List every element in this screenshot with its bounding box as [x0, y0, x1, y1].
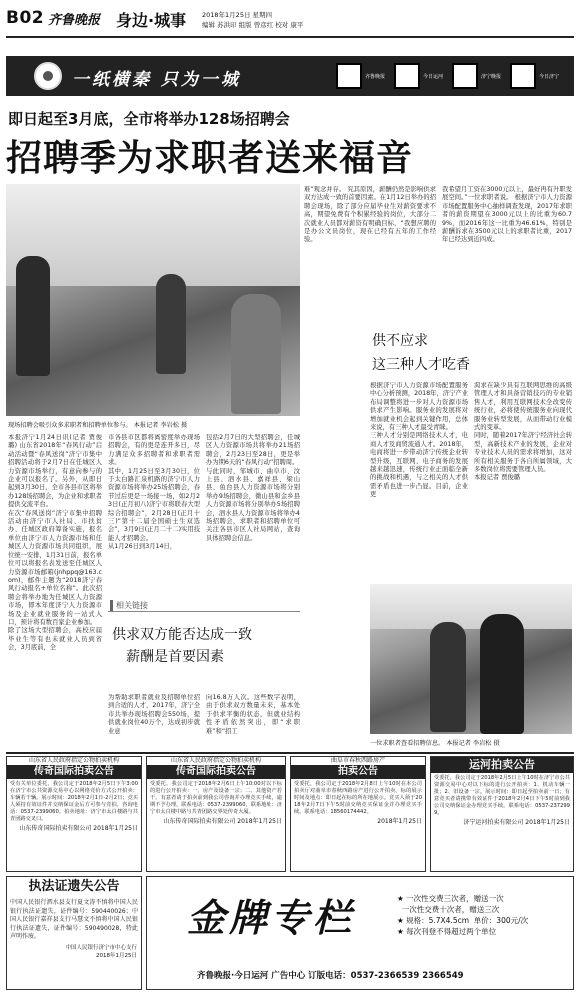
ad2-title: 传奇国际拍卖公告 [147, 765, 285, 779]
article2-col-b: 渴求在缺少具有互联网思维的高级管理人才和具备营销技巧的专业销售人才，利用互联网技术全改变传统行业，必将使传统服务业向现代服务业转型发展，从而带动行业模式的变革。 同时，随着2017年济宁经济社会转型，高新技术产业的发展，企业对专业技术人员的需求将增加，这对所有相关服务于各自所属领域，大多数岗位将需要管理人员。 本报记者 贾俊璐 [474, 382, 572, 482]
golden-offer-line: ★ 一次性交费三次者，赠送一次 [397, 894, 504, 903]
headline-main: 招聘季为求职者送来福音 [6, 138, 414, 179]
lost-certificate-notice [6, 876, 142, 990]
article-col-5: 我希望月工资在3000元以上，最好再有升职发展空间。”一位求职者说。 根据济宁市人力资源市场配置服务中心抽样调查发现，2017年求职者的薪资期望在3000元以上的比重为60.79%，而2016年这一比重为46.61%，特别是薪酬诉求在3500元以上的求职者比重，2017年已经达到近四成。 [442, 186, 572, 244]
qr-code-icon[interactable] [452, 63, 478, 89]
notice-footer: 中国人民银行济宁市中心支行 2018年1月25日 [65, 944, 137, 959]
qr-label: 今日济宁 [539, 74, 560, 80]
qr-label: 济宁晚报 [481, 74, 502, 80]
ad3-title: 拍卖公告 [291, 765, 425, 779]
masthead [0, 0, 580, 40]
editors-line: 编辑 苏洪印 组版 曾彦红 校对 康平 [202, 21, 304, 29]
ad3-footer: 2018年1月25日 [377, 818, 422, 825]
golden-offer-line: ★ 规格：5.7X4.5cm 单价：300元/次 [397, 916, 529, 925]
ads-top-rule [6, 752, 574, 754]
notice-title: 执法证遗失公告 [28, 879, 120, 894]
article-col-3: 包括2月7日的大型招聘会，任城区人力资源市场共将举办21场招聘会，2月23日至28日，更是举办为期6天的“春风行动”招聘周。 与此同时，邹城市、曲阜市、汶上县、泗水县、嘉祥县、梁山县、鱼台县人力资源市场将分别举办9场招聘会，微山县和金乡县人力资源市场将分别举办5场招聘会，泗水县人力资源市场将举办4场招聘会，求职者和招聘单位可关注各县市区人社局网站，查询具体招聘会信息。 [206, 434, 300, 542]
article-col-4: 难”观念并存。 究其原因，薪酬仍然是影响供求双方达成一致的首要因素。在1月12日举办的招聘会现场，除了部分应届毕业生对薪资要求不高，期望免费有个积累经验的岗位，大部分二次就业人员都对薪资有明确目标，“我想应聘的是办公文员岗位，现在已经有五年的工作经验。 [304, 186, 436, 244]
qr-code-icon[interactable] [510, 63, 536, 89]
job-seeker-photo [370, 584, 572, 734]
paper-logo: 齐鲁晚报 [48, 13, 101, 28]
page-number: B02 [6, 8, 45, 28]
qr-code-icon[interactable] [394, 63, 420, 89]
subhead-2-line2: 薪酬是首要因素 [126, 649, 224, 665]
ad1-title: 传奇国际拍卖公告 [7, 765, 141, 779]
ad1-footer: 山东传奇国际拍卖有限公司 2018年1月25日 [19, 825, 138, 832]
ad4-title: 运河拍卖公告 [431, 757, 573, 773]
ad3-org: 曲阜市春秋西路房产 [330, 757, 385, 764]
golden-column-title: 金牌专栏 [187, 895, 356, 940]
banner-slogan: 一纸横秦 只为一城 [72, 70, 241, 90]
ad4-body: 受委托，我公司定于2018年2月5日上午10时在济宁市公共资源交易中心对以下标的进行公开拍卖：1、机动车辆一批；2、旧设备一宗。展示时间：即日起至拍卖前一日；有意竞买者请携带有效证件于2018年2月4日下午5时前到我公司交纳保证金办理竞买手续。联系电话：0537-2372999。 [434, 775, 570, 816]
subhead-1-line1: 供不应求 [372, 333, 428, 349]
golden-offer-line: ★ 每次刊登不得超过两个单位 [397, 927, 497, 936]
subhead-1-line2: 这三种人才吃香 [372, 357, 470, 373]
auction-ad-3 [290, 756, 426, 872]
auction-ad-4 [430, 756, 574, 872]
ad1-body: 受有关单位委托，我公司定于2018年2月5日下午3:00在济宁市公共资源交易中心以网络竞价方式公开拍卖：车辆若干辆。展示时间：2018年2月1日-2月2日；竞买人须持有效证件并交纳保证金后方可参与竞拍。咨询电话：0537-2399060。拍卖地址：济宁市太白楼路与共青团路交叉口。 [10, 781, 138, 822]
qr-group [336, 61, 568, 91]
job-fair-photo [6, 184, 300, 416]
related-link-label: 相关链接 [110, 600, 148, 611]
banner [6, 56, 574, 96]
qr-label: 今日运河 [423, 74, 444, 80]
ad3-body: 受委托，我公司定于2018年2月8日上午10时在本公司拍卖厅对曲阜市春秋西路房产进行公开拍卖。标的展示时间及地点：即日起在标的所在地展示。竞买人须于2018年2月7日下午5时前交纳竞买保证金并办理竞买手续。联系电话：18560174442。 [294, 781, 422, 815]
related-rule [108, 611, 300, 612]
ad2-footer: 山东传奇国际拍卖有限公司 2018年1月25日 [163, 818, 282, 825]
notice-body: 中国人民银行泗水县支行夏文涛不慎将中国人民银行执法证遗失，证件编号：590440026；中国人民银行嘉祥县支行马慧文不慎将中国人民银行执法证遗失，证件编号：590490028，特此声明作废。 [10, 899, 138, 940]
ad1-org: 山东省人民政府指定公物拍卖机构 [28, 757, 119, 764]
ad4-footer: 济宁运河拍卖有限公司 2018年1月25日 [463, 819, 570, 826]
article3-col-a: 为帮助求职者就业及招聘单位招到合适的人才，2017年，济宁全市共举办现场招聘会550场，提供就业岗位40万个，达成初步就业意 [108, 694, 200, 735]
masthead-rule [6, 36, 574, 38]
subhead-2-line1: 供求双方能否达成一致 [112, 627, 252, 643]
auction-ad-2 [146, 756, 286, 872]
photo1-caption: 现场招聘会吸引众多求职者和招聘单位参与。 本报记者 李岩松 摄 [8, 422, 188, 429]
article3-col-b: 向16.8万人次。这些数字表明，由于供求双方数量未来，基本处于供求平衡的状态，但就业结构性矛盾依然突出，即“求职难”和“招工 [206, 694, 300, 735]
auction-ad-1 [6, 756, 142, 872]
section-title: 身边·城事 [116, 11, 187, 30]
date-line: 2018年1月25日 星期四 [202, 11, 273, 19]
photo2-caption: 一位求职者查看招聘信息。 本报记者 李岩松 摄 [370, 740, 500, 747]
qr-code-icon[interactable] [336, 63, 362, 89]
headline-kicker: 即日起至3月底，全市将举办128场招聘会 [8, 110, 290, 128]
golden-offer-line: 一次性交费十次者，赠送三次 [397, 905, 500, 914]
golden-footer: 齐鲁晚报·今日运河 广告中心 订版电话：0537-2366539 2366549 [197, 971, 464, 981]
city-emblem-icon [34, 62, 62, 90]
article2-col-a: 根据济宁市人力资源市场配置服务中心分析预测，2018年，济宁产业布局调整将进一步对人力资源市场供求产生影响。服务业的发展将对增加就业机会起到关键作用，总体来说，有三种人才最受青睐。 三种人才分别是网络技术人才，电商人才及商贸流通人才。2018年，电商将进一步带动济宁传统企业转型升级，互联网、电子商务的发展越来越迅速，传统行业正面临全新的挑战和机遇，与之相关的人才供需矛盾也进一步凸显。目前，企业更 [370, 382, 468, 499]
article-col-2: 市各县市区都将离密度举办现场招聘会，有的更是连开多日，尽力满足众多招聘者和求职者需求。 其中，1月25日至3月30日，位于太白路汇泉机路的济宁市人力资源市场将举办25场招聘会，春节过后更是一场接一场，如2月23日(正月初八)济宁市将联春大型综合招聘会”，2月28日(正月十三)”第十二届全国硕士生双选会”，3月9日(正月二十二)实用技能人才招聘会。 从1月26日到3月14日， [108, 434, 200, 551]
golden-offers [397, 893, 567, 937]
golden-column-ad [146, 876, 574, 990]
article-col-1: 本报济宁1月24日讯(记者 贾俊璐) 山东省2018年“春风行动”启动活动暨“春风送岗”济宁市集中招聘活动将于2月7日在任城区人力资源市场举行，有意向参与的企业可以报名了。另外，从即日起到3月30日，全市各县市区将举办128场招聘会，为企业和求职者提供交流平台。 在次“春风送岗”济宁市集中招聘活动由济宁市人社局、市扶贫办、任城区政府筹备实施，报名单位由济宁市人力资源市场和任城区人力资源市场共同组织，展位统一安排，1月31日前，报名单位可以将报名表发送至任城区人力资源市场邮箱(jnhppq@163.com)，邮件主题为“2018济宁春风行动报名+单位名称”。此次招聘会将举办地为任城区人力资源市场，即本年度济宁人力资源市场及企业就业服务的一站式入口，预计将有数百家企业参加。 除了这场大型招聘会，高校应届毕业生等有也未就业人员到省会，3月底前，全 [8, 434, 102, 652]
ad2-body: 受委托，我公司定于2018年2月6日上午10:00对以下标的进行公开拍卖：一、房产及设备一宗；二、其他资产若干。有意者请于拍卖前到我公司咨询并办理竞买手续，逾期不予办理。联系电话：0537-2399060，联系地址：济宁市太白楼中路与共青团路交界处传奇大厦。 [150, 781, 282, 815]
qr-label: 齐鲁晚报 [365, 74, 386, 80]
ad2-org: 山东省人民政府指定公物拍卖机构 [170, 757, 261, 764]
